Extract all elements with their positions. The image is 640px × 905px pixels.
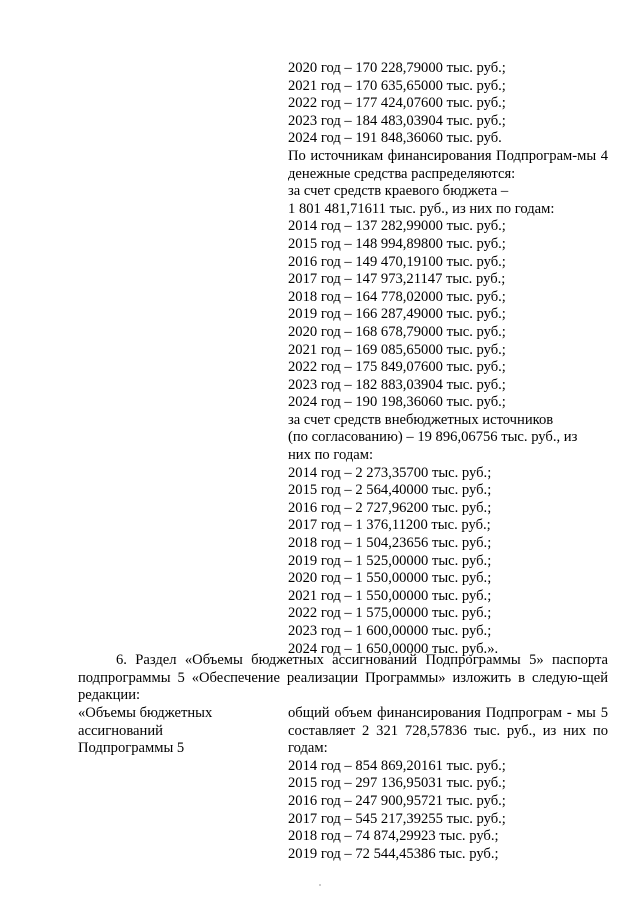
year-line: 2023 год – 182 883,03904 тыс. руб.; xyxy=(288,376,506,393)
label-line: «Объемы бюджетных xyxy=(78,705,213,721)
year-line: 2021 год – 1 550,00000 тыс. руб.; xyxy=(288,587,492,604)
year-line: 2016 год – 2 727,96200 тыс. руб.; xyxy=(288,499,492,516)
offbudget-line: за счет средств внебюджетных источников xyxy=(288,411,554,428)
label-line: ассигнований xyxy=(78,722,163,739)
regional-budget-total: 1 801 481,71611 тыс. руб., из них по годам: xyxy=(288,200,555,217)
year-line: 2021 год – 169 085,65000 тыс. руб.; xyxy=(288,341,506,358)
year-line: 2024 год – 190 198,36060 тыс. руб.; xyxy=(288,394,506,411)
year-line: 2020 год – 168 678,79000 тыс. руб.; xyxy=(288,323,506,340)
year-line: 2020 год – 1 550,00000 тыс. руб.; xyxy=(288,570,492,587)
year-line: 2024 год – 191 848,36060 тыс. руб. xyxy=(288,130,502,147)
year-line: 2023 год – 1 600,00000 тыс. руб.; xyxy=(288,623,492,639)
year-line: 2014 год – 2 273,35700 тыс. руб.; xyxy=(288,464,492,481)
year-line: 2019 год – 166 287,49000 тыс. руб.; xyxy=(288,306,506,323)
year-line: 2018 год – 1 504,23656 тыс. руб.; xyxy=(288,535,492,552)
year-line: 2019 год – 1 525,00000 тыс. руб.; xyxy=(288,552,492,569)
year-line: 2018 год – 74 874,29923 тыс. руб.; xyxy=(288,828,499,845)
year-line: 2021 год – 170 635,65000 тыс. руб.; xyxy=(288,77,506,94)
sources-intro: По источникам финансирования Подпрограм-мы 4 денежные средства распределяются: xyxy=(288,147,608,182)
year-line: 2017 год – 1 376,11200 тыс. руб.; xyxy=(288,517,491,534)
offbudget-total: (по согласованию) – 19 896,06756 тыс. руб., из xyxy=(288,429,578,446)
year-line: 2017 год – 147 973,21147 тыс. руб.; xyxy=(288,271,506,288)
year-line: 2019 год – 72 544,45386 тыс. руб.; xyxy=(288,845,499,862)
year-line: 2020 год – 170 228,79000 тыс. руб.; xyxy=(288,60,506,76)
regional-budget-line: за счет средств краевого бюджета – xyxy=(288,183,509,200)
year-line: 2015 год – 148 994,89800 тыс. руб.; xyxy=(288,235,506,252)
page-speck xyxy=(319,884,321,886)
label-line: Подпрограммы 5 xyxy=(78,740,185,757)
subprogram4-financing-block xyxy=(288,60,608,658)
subprogram5-total: общий объем финансирования Подпрограм - мы 5 составляет 2 321 728,57836 тыс. руб., из них по годам: xyxy=(288,705,608,757)
section-6-paragraph: 6. Раздел «Объемы бюджетных ассигнований Подпрограммы 5» паспорта подпрограммы 5 «Обеспечение реализации Программы» изложить в следую-щей редакции: xyxy=(78,652,608,704)
year-line: 2015 год – 297 136,95031 тыс. руб.; xyxy=(288,775,506,792)
year-line: 2022 год – 1 575,00000 тыс. руб.; xyxy=(288,605,492,622)
year-line: 2018 год – 164 778,02000 тыс. руб.; xyxy=(288,288,506,305)
offbudget-by-years: них по годам: xyxy=(288,447,374,464)
subprogram5-label xyxy=(78,705,268,758)
year-line: 2016 год – 247 900,95721 тыс. руб.; xyxy=(288,792,506,809)
year-line: 2015 год – 2 564,40000 тыс. руб.; xyxy=(288,482,492,499)
year-line: 2022 год – 175 849,07600 тыс. руб.; xyxy=(288,359,506,376)
year-line: 2022 год – 177 424,07600 тыс. руб.; xyxy=(288,95,506,112)
year-line: 2017 год – 545 217,39255 тыс. руб.; xyxy=(288,810,506,827)
year-line: 2016 год – 149 470,19100 тыс. руб.; xyxy=(288,253,506,270)
year-line: 2023 год – 184 483,03904 тыс. руб.; xyxy=(288,112,506,129)
year-line: 2024 год – 1 650,00000 тыс. руб.». xyxy=(288,640,499,657)
year-line: 2014 год – 137 282,99000 тыс. руб.; xyxy=(288,218,506,235)
year-line: 2014 год – 854 869,20161 тыс. руб.; xyxy=(288,757,506,774)
subprogram5-financing-block xyxy=(288,705,608,863)
